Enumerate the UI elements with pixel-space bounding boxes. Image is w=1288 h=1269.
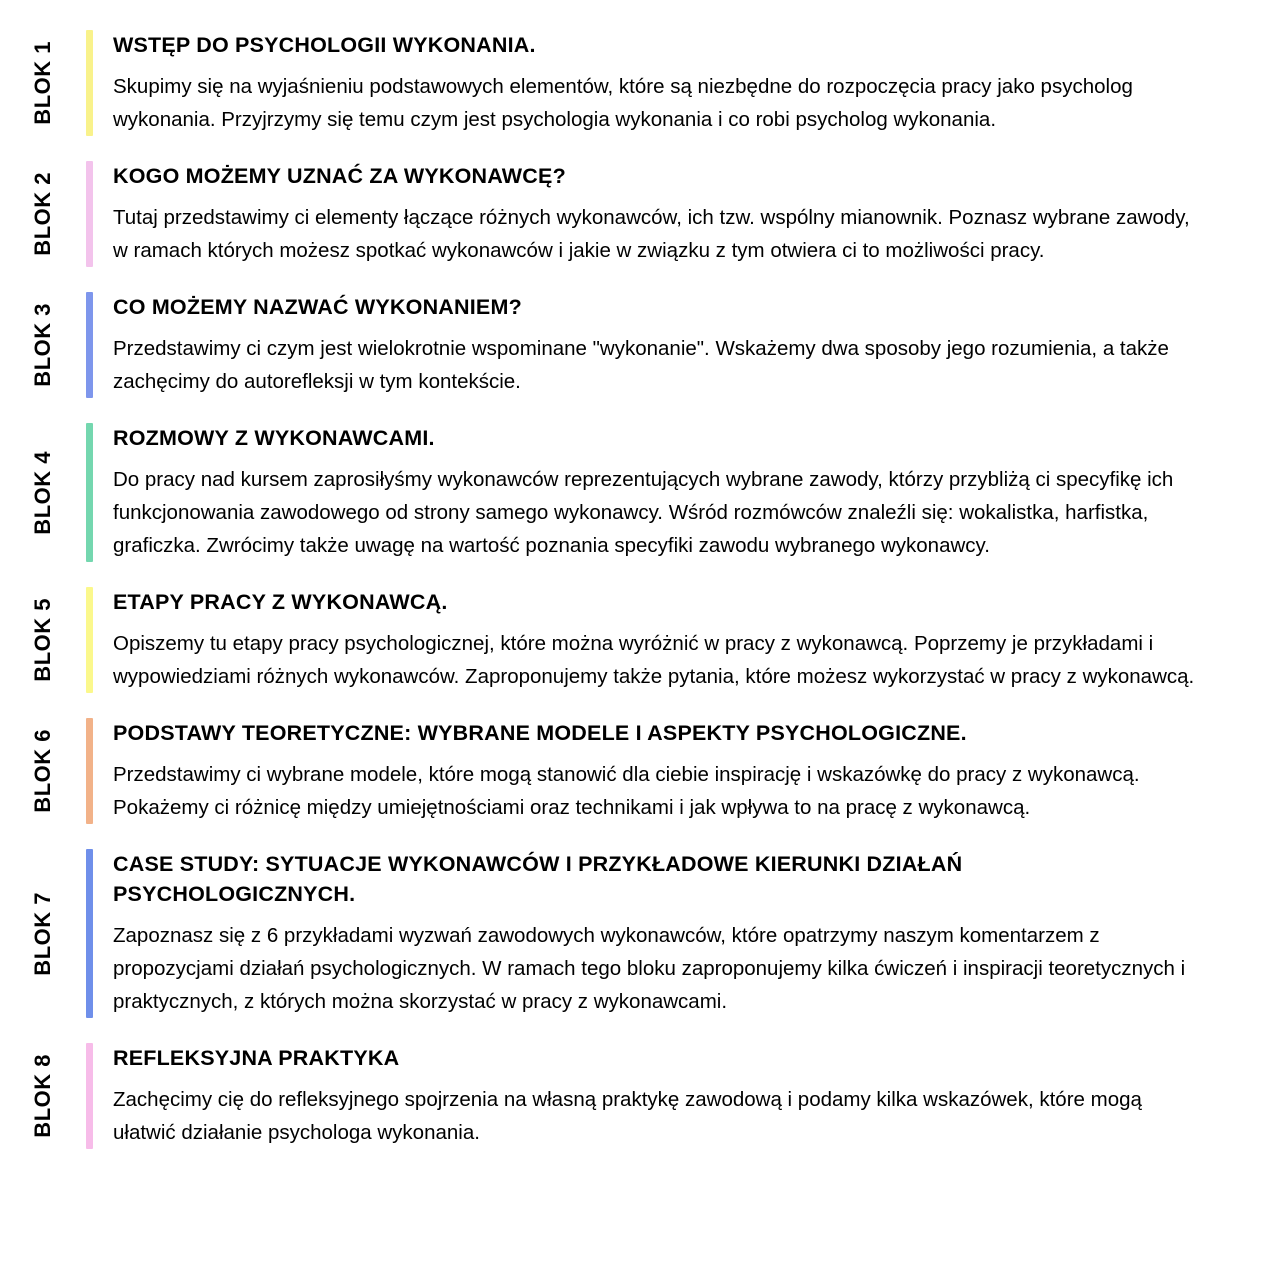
block-description: Opiszemy tu etapy pracy psychologicznej, które można wyróżnić w pracy z wykonawcą. Poprzemy je przykładami i wypowiedziami różnych wykonawców. Zaproponujemy także pytania, które możesz wykorzystać w pracy z wykonawcą. [113,632,1195,688]
block-description: Przedstawimy ci czym jest wielokrotnie wspominane "wykonanie". Wskażemy dwa sposoby jego rozumienia, a także zachęcimy do autorefleksji w tym kontekście. [113,337,1169,393]
block-number-label: BLOK 1 [30,41,55,125]
block-number-label: BLOK 6 [30,729,55,813]
block-title: PODSTAWY TEORETYCZNE: WYBRANE MODELE I ASPEKTY PSYCHOLOGICZNE. [113,721,967,745]
block-content [93,587,1209,693]
course-block-3 [0,292,1288,398]
block-title: CASE STUDY: SYTUACJE WYKONAWCÓW I PRZYKŁADOWE KIERUNKI DZIAŁAŃ PSYCHOLOGICZNYCH. [113,852,963,906]
block-content [93,718,1209,824]
block-title: ROZMOWY Z WYKONAWCAMI. [113,426,435,450]
block-accent-bar [86,161,93,267]
block-description: Skupimy się na wyjaśnieniu podstawowych elementów, które są niezbędne do rozpoczęcia pracy jako psycholog wykonania. Przyjrzymy się temu czym jest psychologia wykonania i co robi psycholog wykonania. [113,75,1133,131]
block-accent-bar [86,718,93,824]
block-accent-bar [86,292,93,398]
block-description: Przedstawimy ci wybrane modele, które mogą stanowić dla ciebie inspirację i wskazówkę do pracy z wykonawcą. Pokażemy ci różnicę między umiejętnościami oraz technikami i jak wpływa to na pracę z wykonawcą. [113,763,1140,819]
block-content [93,30,1209,136]
block-content [93,849,1209,1018]
block-title: CO MOŻEMY NAZWAĆ WYKONANIEM? [113,295,522,319]
block-number-label: BLOK 4 [30,450,55,535]
block-title: WSTĘP DO PSYCHOLOGII WYKONANIA. [113,33,536,57]
course-block-2 [0,161,1288,267]
block-accent-bar [86,423,93,562]
block-description: Tutaj przedstawimy ci elementy łączące różnych wykonawców, ich tzw. wspólny mianownik. Poznasz wybrane zawody, w ramach których możesz spotkać wykonawców i jakie w związku z tym otwiera ci to możliwości pracy. [113,206,1190,262]
block-title: KOGO MOŻEMY UZNAĆ ZA WYKONAWCĘ? [113,164,566,188]
block-label-column [0,849,86,1018]
block-accent-bar [86,1043,93,1149]
block-content [93,161,1209,267]
block-accent-bar [86,587,93,693]
block-description: Zapoznasz się z 6 przykładami wyzwań zawodowych wykonawców, które opatrzymy naszym komentarzem z propozycjami działań psychologicznych. W ramach tego bloku zaproponujemy kilka ćwiczeń i inspiracji teoretycznych i praktycznych, z których można skorzystać w pracy z wykonawcami. [113,924,1186,1013]
block-description: Zachęcimy cię do refleksyjnego spojrzenia na własną praktykę zawodową i podamy kilka wskazówek, które mogą ułatwić działanie psychologa wykonania. [113,1088,1142,1144]
block-number-label: BLOK 8 [30,1054,55,1138]
block-label-column [0,161,86,267]
block-label-column [0,423,86,562]
course-block-4 [0,423,1288,562]
course-block-7 [0,849,1288,1018]
course-block-8 [0,1043,1288,1149]
block-number-label: BLOK 7 [30,891,55,976]
block-accent-bar [86,849,93,1018]
block-title: REFLEKSYJNA PRAKTYKA [113,1046,400,1070]
block-content [93,423,1209,562]
block-number-label: BLOK 5 [30,598,55,682]
block-content [93,292,1209,398]
course-block-1 [0,30,1288,136]
block-label-column [0,1043,86,1149]
block-label-column [0,718,86,824]
block-label-column [0,30,86,136]
course-block-5 [0,587,1288,693]
block-label-column [0,587,86,693]
block-number-label: BLOK 2 [30,172,55,256]
block-accent-bar [86,30,93,136]
block-number-label: BLOK 3 [30,303,55,387]
course-block-6 [0,718,1288,824]
block-label-column [0,292,86,398]
block-title: ETAPY PRACY Z WYKONAWCĄ. [113,590,448,614]
block-description: Do pracy nad kursem zaprosiłyśmy wykonawców reprezentujących wybrane zawody, którzy przybliżą ci specyfikę ich funkcjonowania zawodowego od strony samego wykonawcy. Wśród rozmówców znaleźli się: wokalistka, harfistka, graficzka. Zwrócimy także uwagę na wartość poznania specyfiki zawodu wybranego wykonawcy. [113,468,1174,557]
block-content [93,1043,1209,1149]
